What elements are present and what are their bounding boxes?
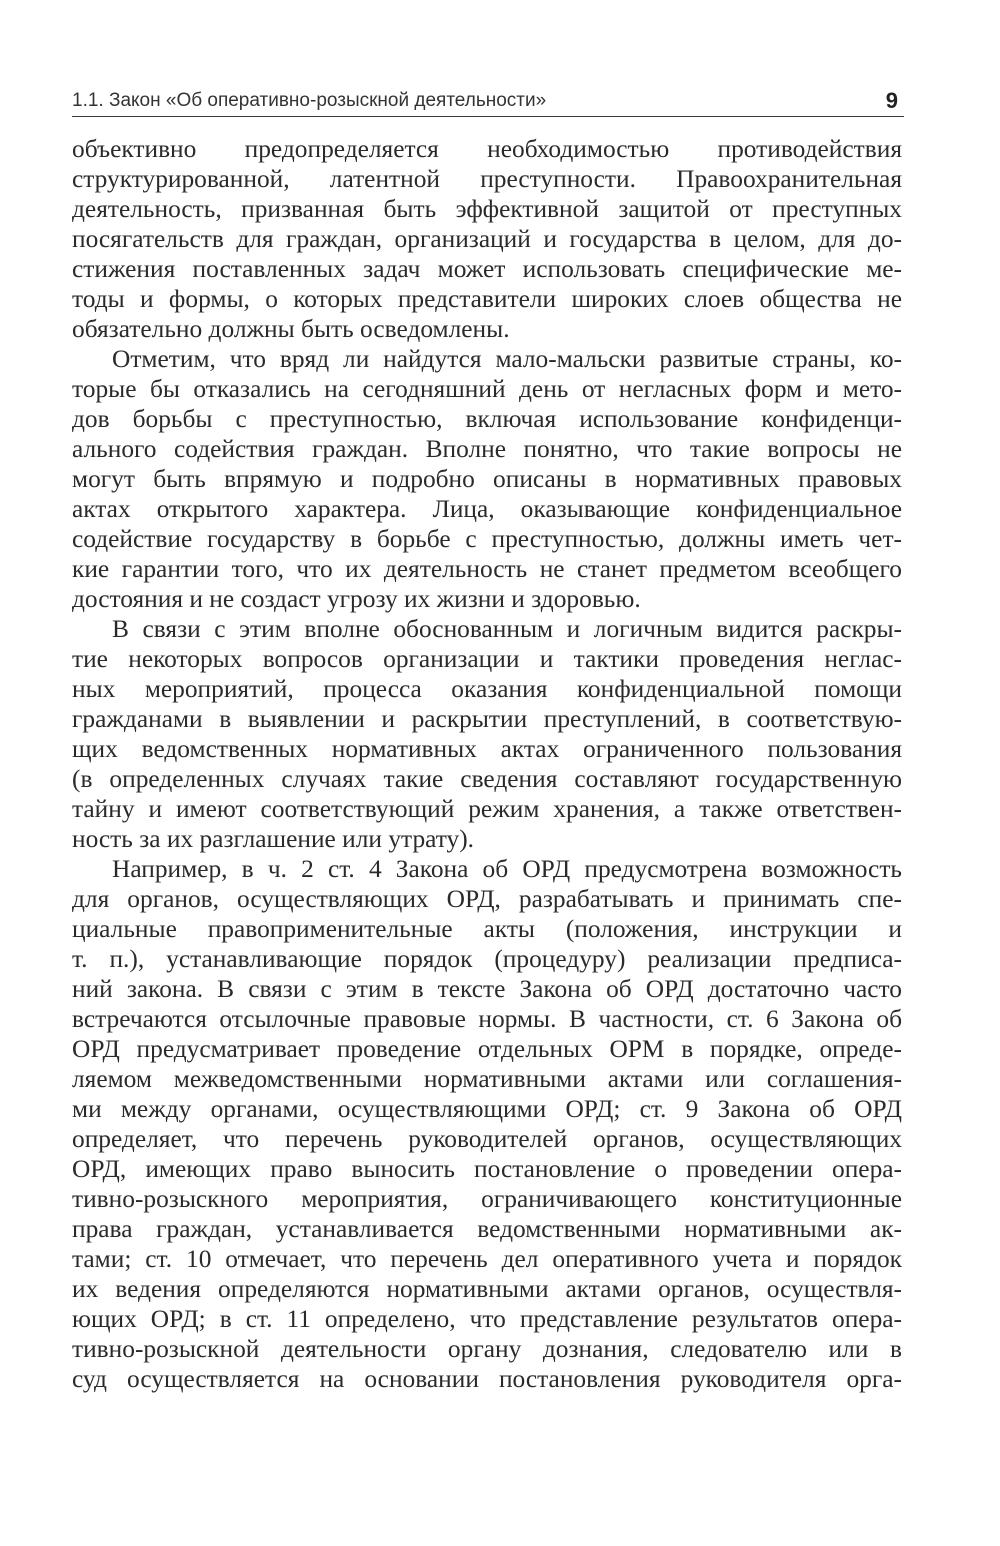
text-line: кие гарантии того, что их деятельность не станет предметом всеобщего <box>72 555 902 583</box>
text-line: тоды и формы, о которых представители широких слоев общества не <box>72 285 902 313</box>
text-line: ального содействия граждан. Вполне понятно, что такие вопросы не <box>72 435 902 463</box>
body-text <box>72 134 902 1394</box>
text-line: встречаются отсылочные правовые нормы. В частности, ст. 6 Закона об <box>72 1005 902 1033</box>
text-line: структурированной, латентной преступности. Правоохранительная <box>72 165 902 193</box>
text-line: ми между органами, осуществляющими ОРД; ст. 9 Закона об ОРД <box>72 1095 902 1123</box>
text-line: их ведения определяются нормативными актами органов, осуществля- <box>72 1275 902 1303</box>
text-line: определяет, что перечень руководителей органов, осуществляющих <box>72 1125 902 1153</box>
text-line: тие некоторых вопросов организации и тактики проведения неглас- <box>72 645 902 673</box>
text-line: стижения поставленных задач может использовать специфические ме- <box>72 255 902 283</box>
text-line: ОРД предусматривает проведение отдельных ОРМ в порядке, опреде- <box>72 1035 902 1063</box>
text-line: дов борьбы с преступностью, включая использование конфиденци- <box>72 405 902 433</box>
running-header <box>72 84 904 117</box>
paragraph <box>72 854 902 1394</box>
text-line: права граждан, устанавливается ведомственными нормативными ак- <box>72 1215 902 1243</box>
text-line: ющих ОРД; в ст. 11 определено, что представление результатов опера- <box>72 1305 902 1333</box>
text-line: ОРД, имеющих право выносить постановление о проведении опера- <box>72 1155 902 1183</box>
text-line: гражданами в выявлении и раскрытии преступлений, в соответствую- <box>72 705 902 733</box>
text-line: щих ведомственных нормативных актах ограниченного пользования <box>72 735 902 763</box>
paragraph <box>72 614 902 854</box>
text-line: Отметим, что вряд ли найдутся мало-мальски развитые страны, ко- <box>112 345 902 373</box>
paragraph <box>72 134 902 344</box>
text-line: тайну и имеют соответствующий режим хранения, а также ответствен- <box>72 795 902 823</box>
text-line: актах открытого характера. Лица, оказывающие конфиденциальное <box>72 495 902 523</box>
text-line: достояния и не создаст угрозу их жизни и здоровью. <box>72 585 641 613</box>
text-line: (в определенных случаях такие сведения составляют государственную <box>72 765 902 793</box>
text-line: циальные правоприменительные акты (положения, инструкции и <box>72 915 902 943</box>
text-line: ний закона. В связи с этим в тексте Закона об ОРД достаточно часто <box>72 975 902 1003</box>
text-line: ляемом межведомственными нормативными актами или соглашения- <box>72 1065 902 1093</box>
text-line: суд осуществляется на основании постановления руководителя орга- <box>72 1365 902 1393</box>
text-line: для органов, осуществляющих ОРД, разрабатывать и принимать спе- <box>72 885 902 913</box>
page-number: 9 <box>885 88 898 113</box>
text-line: посягательств для граждан, организаций и государства в целом, для до- <box>72 225 902 253</box>
text-line: ность за их разглашение или утрату). <box>72 825 475 853</box>
text-line: т. п.), устанавливающие порядок (процедуру) реализации предписа- <box>72 945 902 973</box>
text-line: тивно-розыскной деятельности органу дознания, следователю или в <box>72 1335 902 1363</box>
text-line: содействие государству в борьбе с преступностью, должны иметь чет- <box>72 525 902 553</box>
text-line: тивно-розыскного мероприятия, ограничивающего конституционные <box>72 1185 902 1213</box>
text-line: объективно предопределяется необходимостью противодействия <box>72 135 902 163</box>
text-line: могут быть впрямую и подробно описаны в нормативных правовых <box>72 465 902 493</box>
text-line: ных мероприятий, процесса оказания конфиденциальной помощи <box>72 675 902 703</box>
text-line: тами; ст. 10 отмечает, что перечень дел оперативного учета и порядок <box>72 1245 902 1273</box>
running-title: 1.1. Закон «Об оперативно-розыскной деятельности» <box>72 90 547 111</box>
text-line: обязательно должны быть осведомлены. <box>72 315 510 343</box>
text-line: Например, в ч. 2 ст. 4 Закона об ОРД предусмотрена возможность <box>112 855 902 883</box>
text-line: В связи с этим вполне обоснованным и логичным видится раскры- <box>112 615 902 643</box>
text-line: деятельность, призванная быть эффективной защитой от преступных <box>72 195 902 223</box>
paragraph <box>72 344 902 614</box>
text-line: торые бы отказались на сегодняшний день от негласных форм и мето- <box>72 375 902 403</box>
